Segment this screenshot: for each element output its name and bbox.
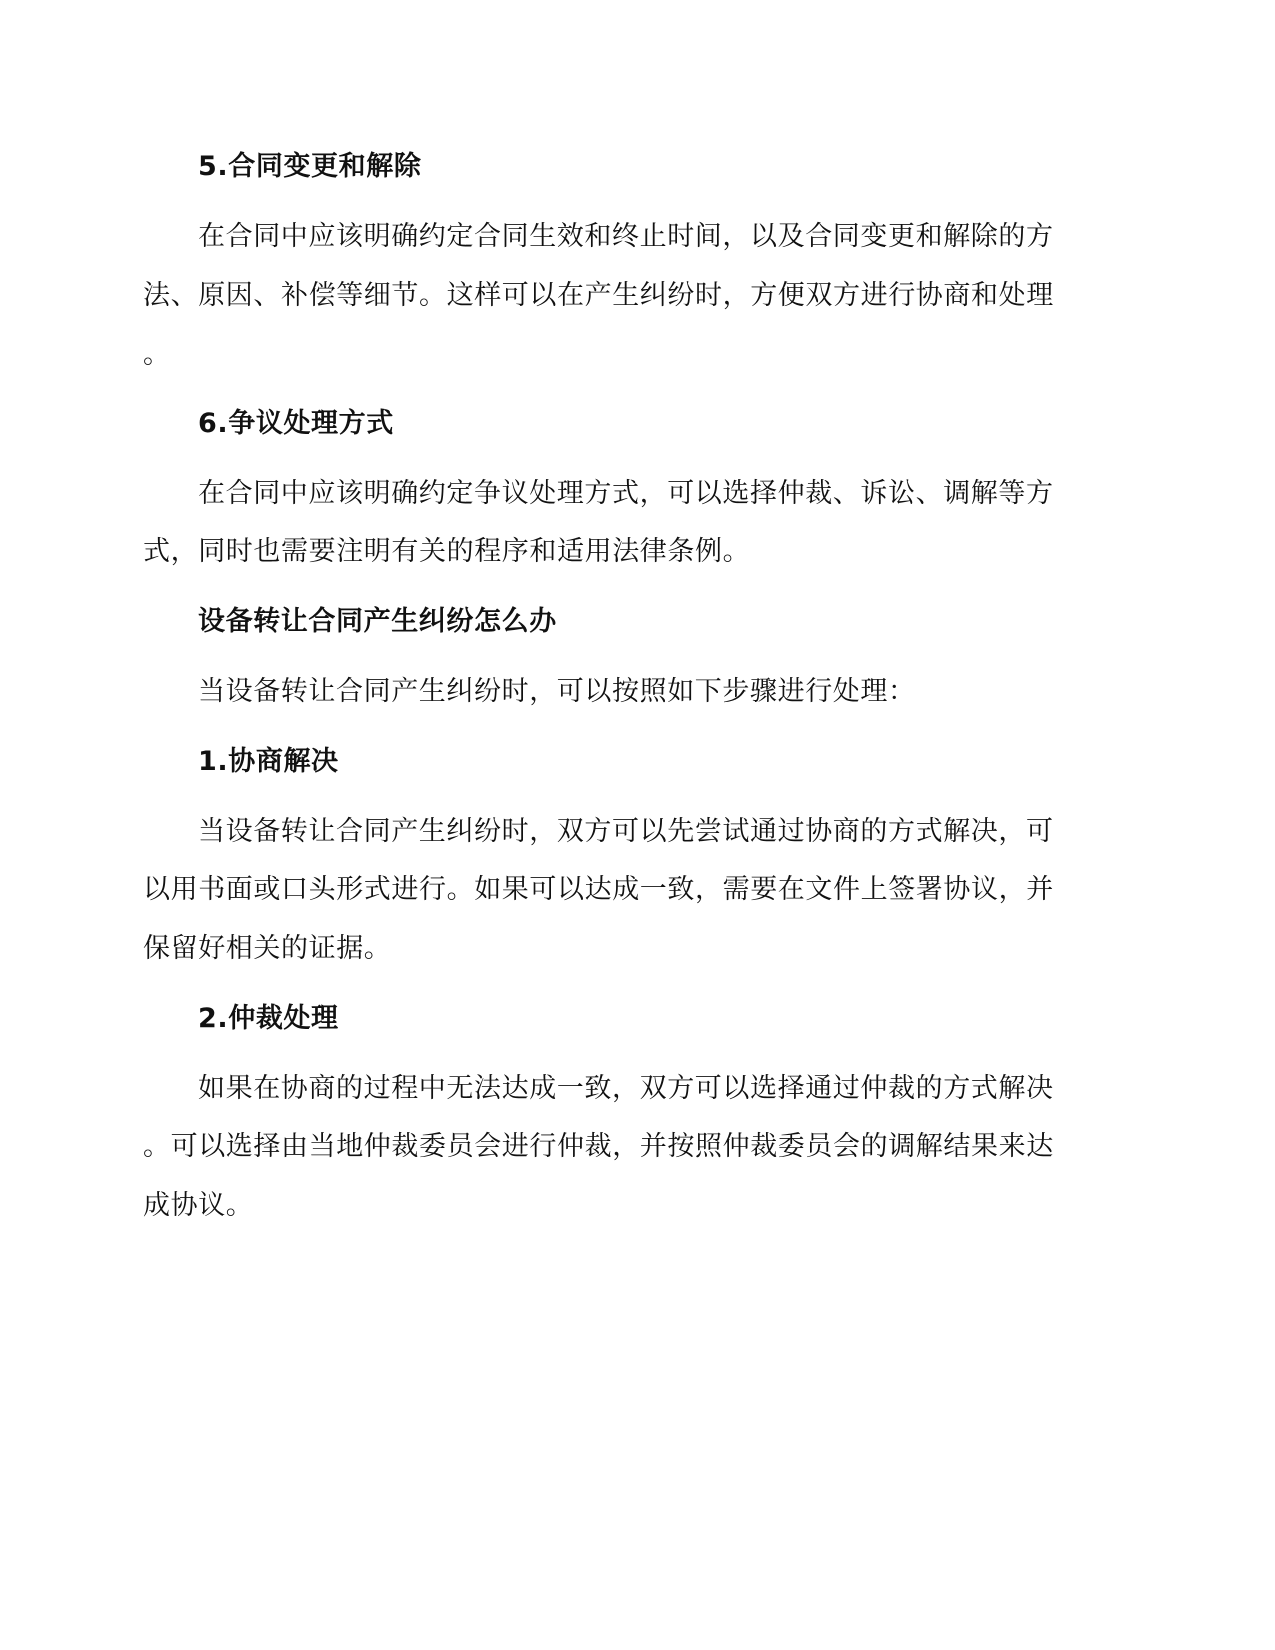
paragraph-line: 当设备转让合同产生纠纷时，双方可以先尝试通过协商的方式解决，可	[198, 816, 1054, 847]
section-heading: 2.仲裁处理	[198, 1003, 339, 1034]
paragraph-line: 在合同中应该明确约定争议处理方式，可以选择仲裁、诉讼、调解等方	[198, 478, 1054, 509]
section-heading: 1.协商解决	[198, 746, 339, 777]
paragraph-line: 如果在协商的过程中无法达成一致，双方可以选择通过仲裁的方式解决	[198, 1073, 1054, 1104]
section-heading: 设备转让合同产生纠纷怎么办	[198, 606, 557, 637]
paragraph-line: 保留好相关的证据。	[143, 933, 392, 964]
paragraph-line: 。	[143, 339, 171, 370]
paragraph-line: 。可以选择由当地仲裁委员会进行仲裁，并按照仲裁委员会的调解结果来达	[143, 1131, 1054, 1162]
paragraph-line: 法、原因、补偿等细节。这样可以在产生纠纷时，方便双方进行协商和处理	[143, 280, 1054, 311]
paragraph-line: 式，同时也需要注明有关的程序和适用法律条例。	[143, 536, 751, 567]
section-heading: 5.合同变更和解除	[198, 151, 422, 182]
paragraph-line: 成协议。	[143, 1190, 254, 1221]
section-heading: 6.争议处理方式	[198, 408, 394, 439]
paragraph-line: 当设备转让合同产生纠纷时，可以按照如下步骤进行处理：	[198, 676, 916, 707]
paragraph-line: 在合同中应该明确约定合同生效和终止时间，以及合同变更和解除的方	[198, 221, 1054, 252]
paragraph-line: 以用书面或口头形式进行。如果可以达成一致，需要在文件上签署协议，并	[143, 874, 1054, 905]
